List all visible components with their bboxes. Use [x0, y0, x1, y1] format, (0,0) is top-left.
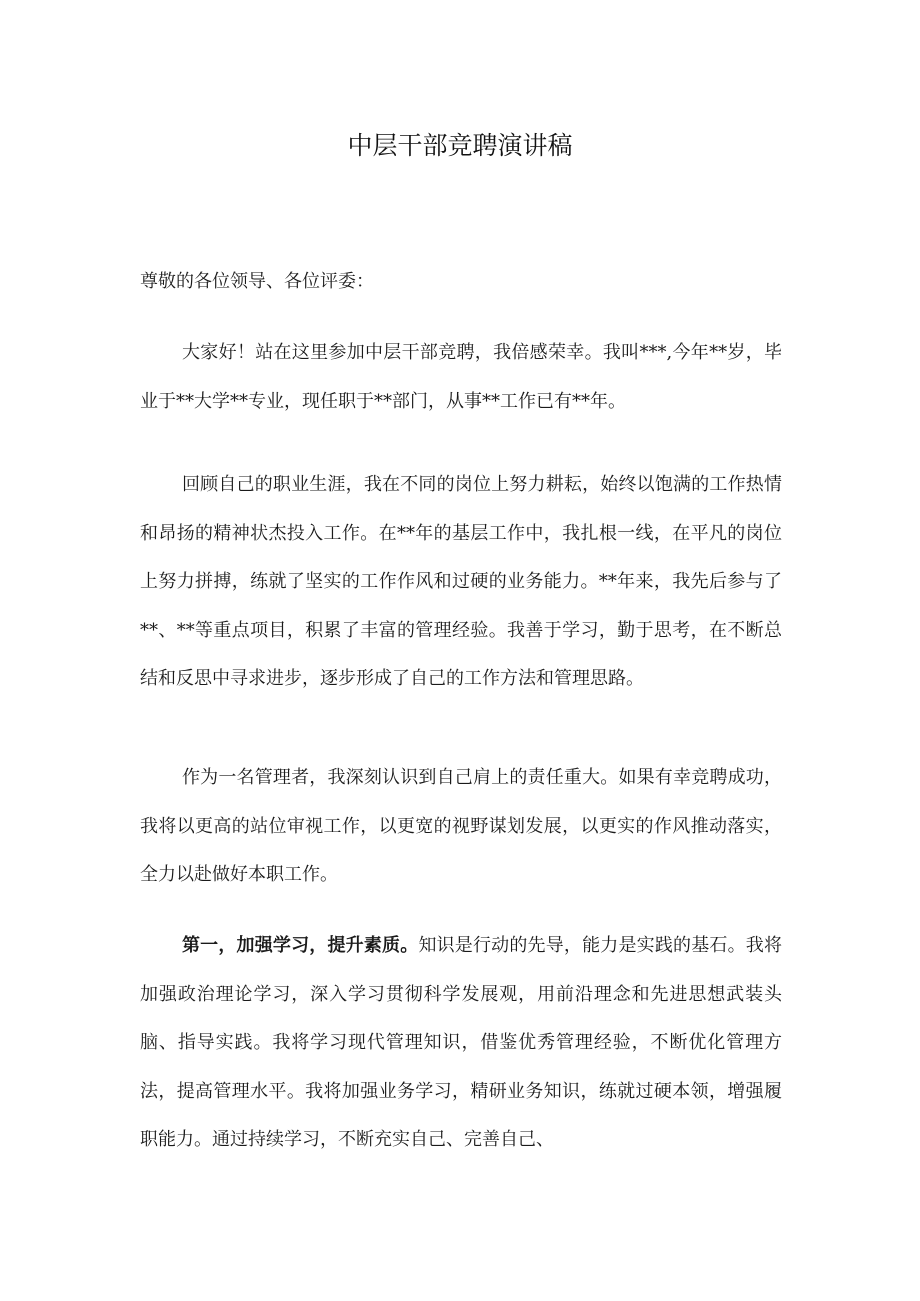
paragraph-1-text: 大家好！站在这里参加中层干部竞聘，我倍感荣幸。我叫***,今年**岁，毕业于**大学**专业，现任职于**部门，从事**工作已有**年。 — [140, 342, 782, 412]
paragraph-4 — [140, 922, 782, 1165]
paragraph-2 — [140, 461, 782, 704]
paragraph-4-lead: 第一，加强学习，提升素质。 — [182, 935, 419, 956]
salutation: 尊敬的各位领导、各位评委： — [140, 271, 374, 292]
paragraph-2-text: 回顾自己的职业生涯，我在不同的岗位上努力耕耘，始终以饱满的工作热情和昂扬的精神状杰投入工作。在**年的基层工作中，我扎根一线，在平凡的岗位上努力拼搏，练就了坚实的工作作风和过硬的业务能力。**年来，我先后参与了**、**等重点项目，积累了丰富的管理经验。我善于学习，勤于思考，在不断总结和反思中寻求进步，逐步形成了自己的工作方法和管理思路。 — [140, 474, 782, 689]
document-title: 中层干部竞聘演讲稿 — [347, 131, 573, 160]
paragraph-4-text: 知识是行动的先导，能力是实践的基石。我将加强政治理论学习，深入学习贯彻科学发展观，用前沿理念和先进思想武装头脑、指导实践。我将学习现代管理知识，借鉴优秀管理经验，不断优化管理方法，提高管理水平。我将加强业务学习，精研业务知识，练就过硬本领，增强履职能力。通过持续学习，不断充实自己、完善自己、 — [140, 935, 782, 1150]
paragraph-3 — [140, 754, 782, 900]
paragraph-3-text: 作为一名管理者，我深刻认识到自己肩上的责任重大。如果有幸竞聘成功，我将以更高的站位审视工作，以更宽的视野谋划发展，以更实的作风推动落实，全力以赴做好本职工作。 — [140, 767, 782, 885]
paragraph-1 — [140, 329, 782, 426]
